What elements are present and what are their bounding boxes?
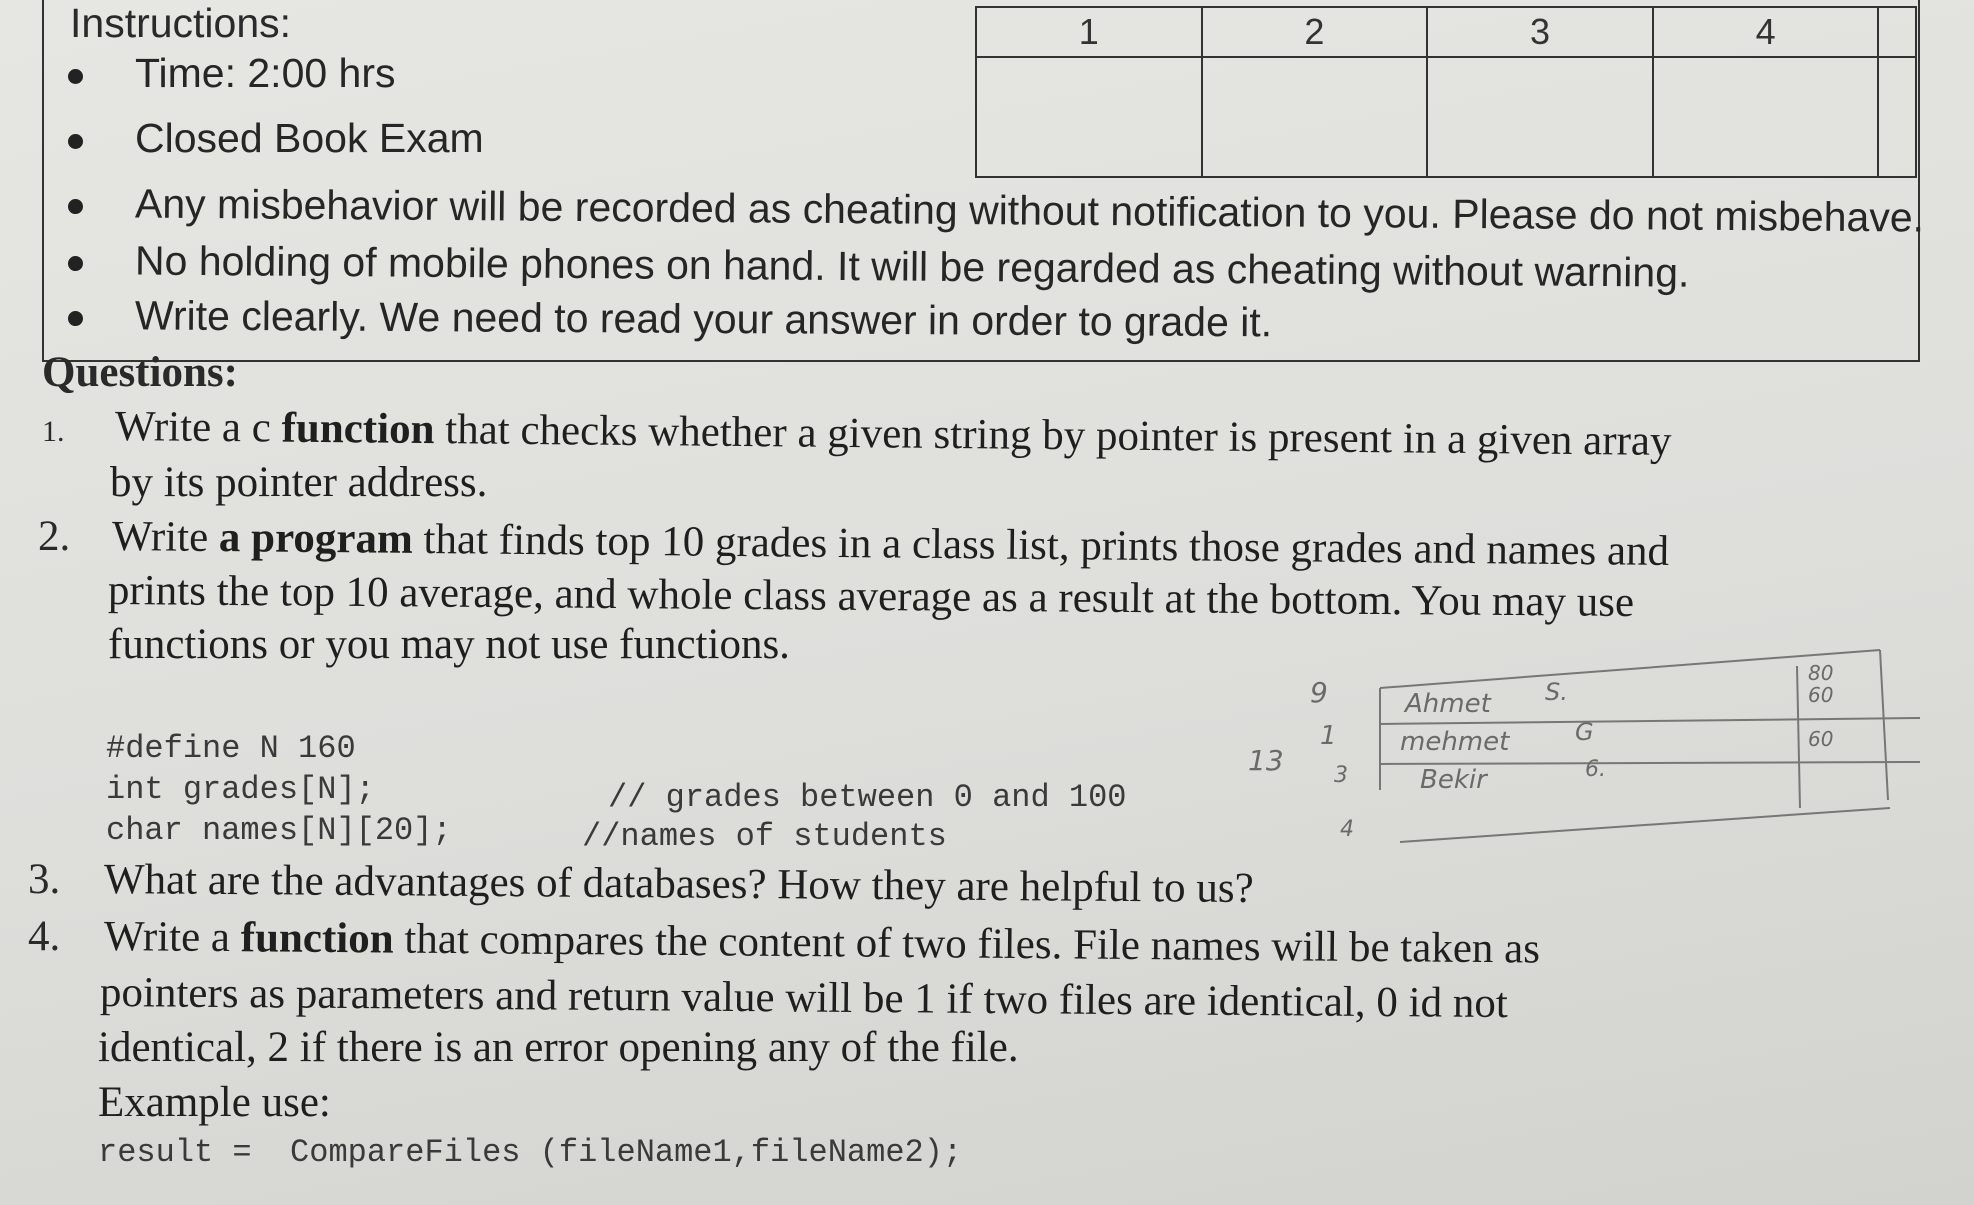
instruction-item: Time: 2:00 hrs [68,50,396,97]
questions-heading: Questions: [42,349,238,396]
grade-col-2: 2 [1202,7,1428,57]
handwritten-score: 60 [1808,727,1834,751]
handwritten-score: 80 [1808,661,1834,685]
handwritten-name: Bekir [1420,765,1487,795]
grade-col-1: 1 [976,7,1202,57]
grade-col-3: 3 [1427,7,1653,57]
grade-col-total [1878,7,1916,57]
code-define: #define N 160 [106,730,356,767]
code-names: char names[N][20]; [106,812,452,849]
handwritten-sketch [1240,640,1920,880]
code-comment-grades: // grades between 0 and 100 [608,779,1127,816]
question-2-line-1: Write a program that finds top 10 grades in a class list, prints those grades and names and [111,513,1670,575]
score-cell [1653,57,1879,177]
score-cell [976,57,1202,177]
handwritten-initial: S. [1545,678,1568,706]
handwritten-score: 60 [1808,683,1834,707]
instructions-title: Instructions: [70,0,292,46]
sketch-line [1400,808,1890,842]
example-label: Example use: [98,1079,331,1126]
sketch-line [1380,650,1880,688]
code-comment-names: //names of students [582,818,947,855]
question-4-line-1: Write a function that compares the content of two files. File names will be taken as [103,913,1541,973]
question-2-line-3: functions or you may not use functions. [108,621,790,668]
bullet-icon [68,311,83,326]
score-cell [1427,57,1653,177]
bullet-icon [68,69,83,84]
question-number: 3. [28,856,61,903]
sketch-line [1797,666,1800,808]
instruction-item: Closed Book Exam [68,115,484,162]
bullet-icon [68,134,83,149]
sketch-line [1380,762,1920,764]
handwritten-name: Ahmet [1405,689,1491,719]
question-4-line-2: pointers as parameters and return value will be 1 if two files are identical, 0 id not [99,969,1508,1028]
handwritten-number: 3 [1334,763,1348,788]
question-number: 2. [38,513,71,560]
question-1-line-1: Write a c function that checks whether a given string by pointer is present in a given array [114,403,1672,465]
grade-table-score-row [976,57,1916,177]
question-number: 1. [42,415,65,448]
question-2-line-2: prints the top 10 average, and whole class average as a result at the bottom. You may use [107,567,1635,626]
handwritten-number: 4 [1340,817,1354,842]
instruction-item: Any misbehavior will be recorded as cheating without notification to you. Please do not misbehave. [68,180,1924,242]
score-cell [1202,57,1428,177]
grade-col-4: 4 [1653,7,1879,57]
handwritten-name: mehmet [1400,727,1510,757]
question-1-line-2: by its pointer address. [110,459,488,506]
bullet-icon [68,256,83,271]
handwritten-number: 9 [1310,676,1328,709]
grade-table [975,6,1917,178]
handwritten-initial: G [1575,718,1594,746]
handwritten-initial: 6. [1585,757,1606,782]
question-number: 4. [28,913,61,960]
question-3-line-1: What are the advantages of databases? How they are helpful to us? [103,856,1254,913]
instruction-item: No holding of mobile phones on hand. It will be regarded as cheating without warning. [68,237,1690,297]
example-code: result = CompareFiles (fileName1,fileName2); [98,1134,963,1171]
question-4-line-3: identical, 2 if there is an error opening any of the file. [98,1024,1019,1071]
code-grades: int grades[N]; [106,771,375,808]
score-cell [1878,57,1916,177]
sketch-line [1880,650,1888,800]
grade-table-header [976,7,1916,57]
bullet-icon [68,199,83,214]
handwritten-number: 13 [1248,744,1284,777]
handwritten-number: 1 [1320,721,1337,751]
instruction-item: Write clearly. We need to read your answer in order to grade it. [68,292,1272,346]
